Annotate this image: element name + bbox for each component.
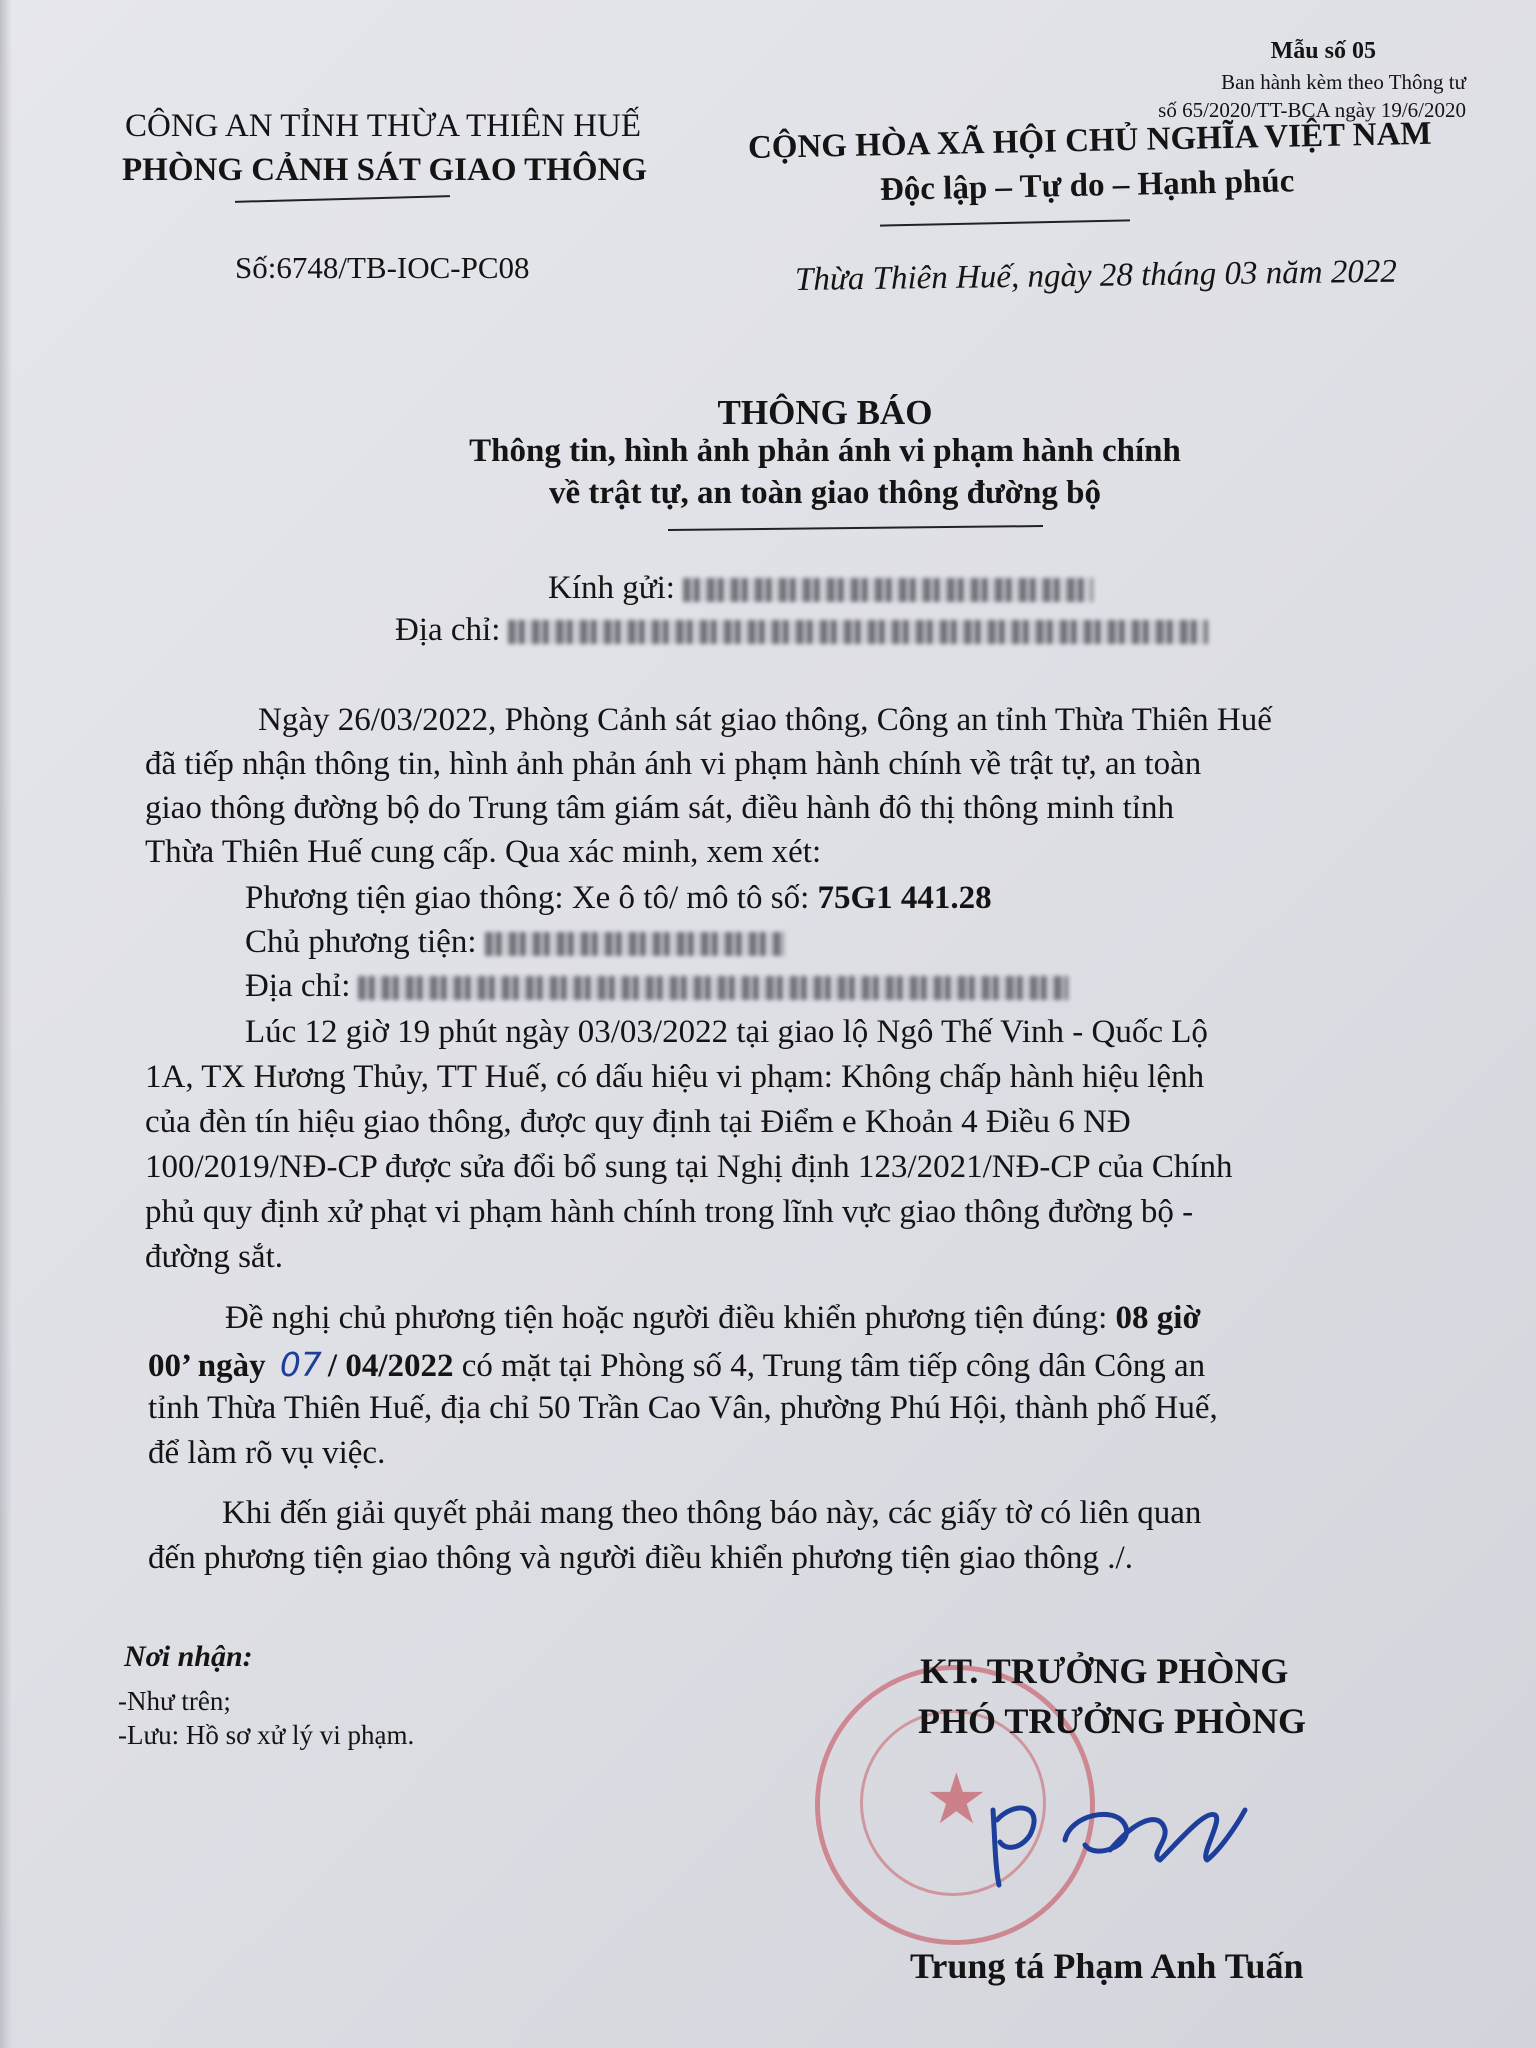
owner-label: Chủ phương tiện:	[245, 924, 477, 960]
redacted-recipient-name	[683, 578, 1093, 602]
paragraph-2-line-6: đường sắt.	[145, 1239, 283, 1275]
vehicle-line	[245, 880, 992, 917]
paragraph-4-line-1: Khi đến giải quyết phải mang theo thông báo này, các giấy tờ có liên quan	[222, 1495, 1202, 1531]
paragraph-1-line-2: đã tiếp nhận thông tin, hình ảnh phản ánh vi phạm hành chính về trật tự, an toàn	[145, 746, 1202, 782]
paragraph-2-line-2: 1A, TX Hương Thủy, TT Huế, có dấu hiệu vi phạm: Không chấp hành hiệu lệnh	[145, 1059, 1205, 1095]
paragraph-1-line-4: Thừa Thiên Huế cung cấp. Qua xác minh, xem xét:	[145, 834, 822, 870]
paragraph-2-line-3: của đèn tín hiệu giao thông, được quy định tại Điểm e Khoản 4 Điều 6 NĐ	[145, 1104, 1131, 1140]
form-note-line1: Ban hành kèm theo Thông tư	[1221, 70, 1466, 94]
owner-address-line	[245, 968, 1068, 1005]
request-text: Đề nghị chủ phương tiện hoặc người điều khiển phương tiện đúng:	[225, 1300, 1108, 1336]
recipient-item-1: -Như trên;	[118, 1686, 231, 1716]
paragraph-4-line-2: đến phương tiện giao thông và người điều khiển phương tiện giao thông ./.	[148, 1540, 1133, 1576]
paragraph-3-line-1	[225, 1300, 1201, 1337]
subtitle-underline	[668, 525, 1043, 531]
recipient-item-2: -Lưu: Hồ sơ xử lý vi phạm.	[118, 1720, 415, 1750]
redacted-owner-name	[485, 932, 785, 956]
place-date: Thừa Thiên Huế, ngày 28 tháng 03 năm 2022	[794, 253, 1398, 298]
paragraph-2-line-5: phủ quy định xử phạt vi phạm hành chính trong lĩnh vực giao thông đường bộ -	[145, 1194, 1194, 1230]
recipients-title: Nơi nhận:	[124, 1640, 253, 1673]
paragraph-2-line-1: Lúc 12 giờ 19 phút ngày 03/03/2022 tại giao lộ Ngô Thế Vinh - Quốc Lộ	[245, 1014, 1208, 1050]
national-motto: Độc lập – Tự do – Hạnh phúc	[879, 163, 1295, 208]
document-subtitle-line1: Thông tin, hình ảnh phản ánh vi phạm hành chính	[469, 433, 1181, 469]
paragraph-3-line-2	[148, 1345, 1205, 1385]
vehicle-plate: 75G1 441.28	[817, 880, 992, 916]
signature-title-1: KT. TRƯỞNG PHÒNG	[920, 1651, 1289, 1691]
vehicle-label: Phương tiện giao thông: Xe ô tô/ mô tô số:	[245, 880, 810, 916]
addressee-address	[395, 612, 1208, 649]
signer-name: Trung tá Phạm Anh Tuấn	[910, 1946, 1304, 1986]
appointment-location: có mặt tại Phòng số 4, Trung tâm tiếp công dân Công an	[461, 1348, 1206, 1384]
document-number: Số:6748/TB-IOC-PC08	[235, 250, 530, 285]
addressee-to-label: Kính gửi:	[548, 570, 675, 606]
appointment-minute: 00’ ngày	[148, 1348, 266, 1384]
addressee-address-label: Địa chỉ:	[395, 612, 501, 648]
agency-name: PHÒNG CẢNH SÁT GIAO THÔNG	[122, 152, 648, 188]
document-subtitle-line2: về trật tự, an toàn giao thông đường bộ	[548, 475, 1101, 511]
form-number: Mẫu số 05	[1270, 38, 1376, 64]
star-icon: ★	[925, 1758, 988, 1840]
document-title: THÔNG BÁO	[717, 393, 933, 432]
nation-heading: CỘNG HÒA XÃ HỘI CHỦ NGHĨA VIỆT NAM	[747, 115, 1432, 166]
addressee-to	[548, 570, 1093, 607]
form-note-line2: số 65/2020/TT-BCA ngày 19/6/2020	[1158, 98, 1466, 122]
owner-line	[245, 924, 785, 961]
agency-underline	[235, 195, 450, 203]
paragraph-3-line-3: tỉnh Thừa Thiên Huế, địa chỉ 50 Trần Cao Vân, phường Phú Hội, thành phố Huế,	[148, 1390, 1218, 1426]
redacted-recipient-address	[508, 620, 1208, 644]
paragraph-1-line-3: giao thông đường bộ do Trung tâm giám sát, điều hành đô thị thông minh tỉnh	[145, 790, 1174, 826]
appointment-hour: 08 giờ	[1115, 1300, 1201, 1336]
owner-address-label: Địa chỉ:	[245, 968, 351, 1004]
agency-parent: CÔNG AN TỈNH THỪA THIÊN HUẾ	[125, 108, 642, 144]
redacted-owner-address	[358, 976, 1068, 1000]
handwritten-day: 07	[279, 1345, 322, 1384]
page-shadow	[0, 0, 12, 2048]
paragraph-3-line-4: để làm rõ vụ việc.	[148, 1435, 386, 1471]
signature-title-2: PHÓ TRƯỞNG PHÒNG	[918, 1701, 1307, 1741]
motto-underline	[880, 219, 1130, 226]
appointment-date: / 04/2022	[327, 1348, 454, 1384]
paragraph-1-line-1: Ngày 26/03/2022, Phòng Cảnh sát giao thông, Công an tỉnh Thừa Thiên Huế	[258, 702, 1272, 738]
paragraph-2-line-4: 100/2019/NĐ-CP được sửa đổi bổ sung tại Nghị định 123/2021/NĐ-CP của Chính	[145, 1149, 1233, 1185]
handwritten-signature	[975, 1780, 1265, 1900]
